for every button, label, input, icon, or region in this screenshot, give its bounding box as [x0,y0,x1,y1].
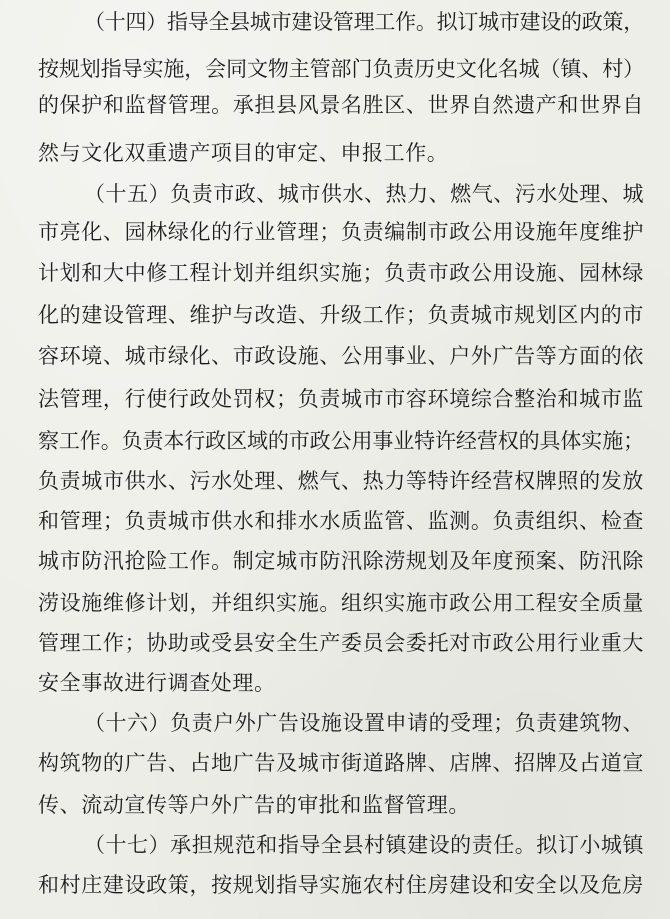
text-line: 传、流动宣传等户外广告的审批和监督管理。 [38,793,470,817]
text-line: （十六）负责户外广告设施设置申请的受理；负责建筑物、 [84,711,644,735]
text-line: 城市防汛抢险工作。制定城市防汛除涝规划及年度预案、防汛除 [38,549,644,573]
text-line: 市亮化、园林绿化的行业管理；负责编制市政公用设施年度维护 [38,220,644,244]
text-line: 构筑物的广告、占地广告及城市街道路牌、店牌、招牌及占道宣 [38,751,644,775]
text-line: 容环境、城市绿化、市政设施、公用事业、户外广告等方面的依 [38,344,644,368]
text-line: 涝设施维修计划，并组织实施。组织实施市政公用工程安全质量 [38,591,644,615]
text-line: 计划和大中修工程计划并组织实施；负责市政公用设施、园林绿 [38,261,644,285]
text-line: 察工作。负责本行政区域的市政公用事业特许经营权的具体实施； [38,429,644,453]
text-line: （十七）承担规范和指导全县村镇建设的责任。拟订小城镇 [84,833,644,857]
text-line: 按规划指导实施，会同文物主管部门负责历史文化名城（镇、村） [38,57,644,81]
text-line: 管理工作；协助或受县安全生产委员会委托对市政公用行业重大 [38,631,644,655]
text-line: 安全事故进行调查处理。 [38,671,276,695]
text-line: 和管理；负责城市供水和排水水质监管、监测。负责组织、检查 [38,509,644,533]
text-line: 和村庄建设政策，按规划指导实施农村住房建设和安全以及危房 [38,873,644,897]
text-line: 法管理，行使行政处罚权；负责城市市容环境综合整治和城市监 [38,387,644,411]
text-line: 负责城市供水、污水处理、燃气、热力等特许经营权牌照的发放 [38,469,644,493]
text-line: （十五）负责市政、城市供水、热力、燃气、污水处理、城 [84,182,644,206]
text-line: 化的建设管理、维护与改造、升级工作；负责城市规划区内的市 [38,303,644,327]
text-line: 然与文化双重遗产项目的审定、申报工作。 [38,141,449,165]
text-line: 的保护和监督管理。承担县风景名胜区、世界自然遗产和世界自 [38,93,644,117]
text-line: （十四）指导全县城市建设管理工作。拟订城市建设的政策， [84,10,644,34]
